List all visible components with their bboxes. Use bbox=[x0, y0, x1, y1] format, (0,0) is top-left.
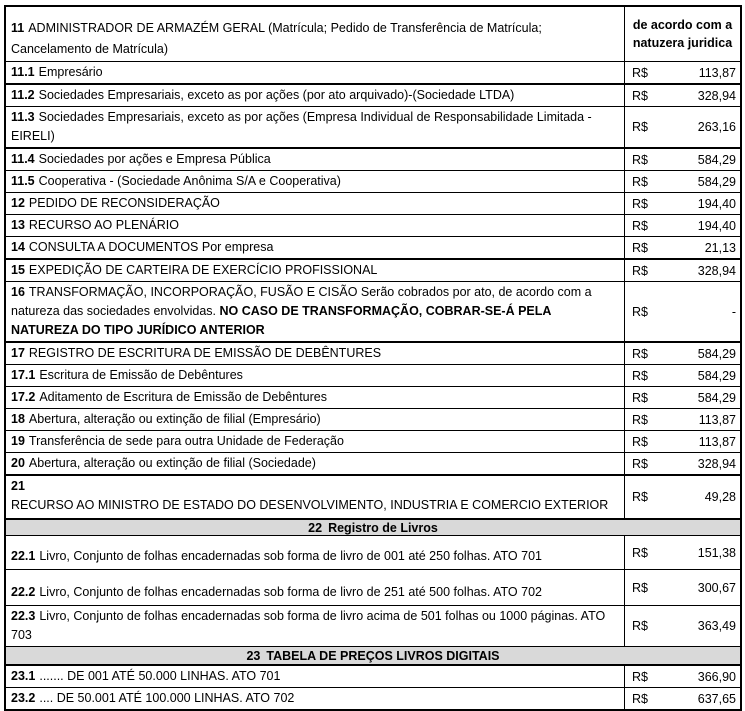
row-text: Livro, Conjunto de folhas encadernadas sob forma de livro acima de 501 folhas ou 1000 páginas. ATO 703 bbox=[11, 609, 606, 642]
table-row-23-1 bbox=[6, 666, 740, 688]
table-row-22-3 bbox=[6, 606, 740, 647]
row-text: .... DE 50.001 ATÉ 100.000 LINHAS. ATO 702 bbox=[39, 691, 295, 705]
currency-symbol: R$ bbox=[632, 88, 648, 103]
currency-symbol: R$ bbox=[632, 580, 648, 595]
row-text: Abertura, alteração ou extinção de filial (Empresário) bbox=[28, 412, 321, 426]
row-description bbox=[6, 606, 624, 646]
table-row-11-2 bbox=[6, 85, 740, 107]
row-text: Aditamento de Escritura de Emissão de Debêntures bbox=[39, 390, 327, 404]
currency-symbol: R$ bbox=[632, 691, 648, 706]
table-row-13 bbox=[6, 215, 740, 237]
currency-symbol: R$ bbox=[632, 368, 648, 383]
price-value: 366,90 bbox=[697, 669, 736, 684]
row-number: 21 bbox=[11, 479, 25, 493]
price-value: 584,29 bbox=[697, 368, 736, 383]
currency-symbol: R$ bbox=[632, 346, 648, 361]
price-value: 263,16 bbox=[697, 120, 736, 134]
row-description bbox=[6, 409, 624, 430]
row-number: 11.4 bbox=[11, 152, 35, 166]
row-number: 15 bbox=[11, 263, 25, 277]
row-text: Sociedades Empresariais, exceto as por ações (por ato arquivado)-(Sociedade LTDA) bbox=[38, 88, 515, 102]
currency-symbol: R$ bbox=[632, 120, 648, 134]
row-number: 13 bbox=[11, 218, 25, 232]
row-text: RECURSO AO PLENÁRIO bbox=[28, 218, 179, 232]
table-row-11-1 bbox=[6, 62, 740, 85]
row-number: 22.2 bbox=[11, 585, 36, 599]
row-description bbox=[6, 171, 624, 192]
currency-symbol: R$ bbox=[632, 619, 648, 633]
row-number: 18 bbox=[11, 412, 25, 426]
price-cell bbox=[624, 688, 740, 709]
price-value: 300,67 bbox=[697, 580, 736, 595]
table-row-17-1 bbox=[6, 365, 740, 387]
price-value: 584,29 bbox=[697, 346, 736, 361]
price-value: 113,87 bbox=[698, 434, 736, 449]
row-description bbox=[6, 237, 624, 258]
price-note: de acordo com a natuzera juridica bbox=[632, 18, 733, 50]
price-cell bbox=[624, 260, 740, 281]
table-row-15 bbox=[6, 260, 740, 282]
table-row-18 bbox=[6, 409, 740, 431]
row-description bbox=[6, 7, 624, 61]
row-number: 11 bbox=[11, 21, 25, 35]
table-row-14 bbox=[6, 237, 740, 260]
section-title bbox=[6, 521, 740, 535]
row-text: RECURSO AO MINISTRO DE ESTADO DO DESENVOLVIMENTO, INDUSTRIA E COMERCIO EXTERIOR bbox=[11, 498, 609, 512]
row-text: Abertura, alteração ou extinção de filial (Sociedade) bbox=[28, 456, 316, 470]
row-number: 22.1 bbox=[11, 549, 36, 563]
table-row-12 bbox=[6, 193, 740, 215]
table-row-19 bbox=[6, 431, 740, 453]
price-value: 363,49 bbox=[697, 619, 736, 633]
table-row-23-2 bbox=[6, 688, 740, 711]
row-number: 19 bbox=[11, 434, 25, 448]
row-description bbox=[6, 343, 624, 364]
row-number: 17.1 bbox=[11, 368, 36, 382]
price-cell bbox=[624, 215, 740, 236]
row-description bbox=[6, 107, 624, 147]
price-cell bbox=[624, 536, 740, 569]
row-description bbox=[6, 536, 624, 569]
row-text: Cooperativa - (Sociedade Anônima S/A e Cooperativa) bbox=[38, 174, 341, 188]
table-row-16 bbox=[6, 282, 740, 343]
row-description bbox=[6, 365, 624, 386]
row-text: Escritura de Emissão de Debêntures bbox=[39, 368, 243, 382]
currency-symbol: R$ bbox=[632, 304, 648, 319]
table-row-17 bbox=[6, 343, 740, 365]
price-cell bbox=[624, 387, 740, 408]
price-value: 151,38 bbox=[697, 545, 736, 560]
price-cell bbox=[624, 570, 740, 605]
row-description bbox=[6, 431, 624, 452]
price-cell bbox=[624, 453, 740, 474]
currency-symbol: R$ bbox=[632, 434, 648, 449]
price-value: 637,65 bbox=[697, 691, 736, 706]
currency-symbol: R$ bbox=[632, 152, 648, 167]
currency-symbol: R$ bbox=[632, 412, 648, 427]
row-text-bold: NO CASO DE TRANSFORMAÇÃO, COBRAR-SE-Á PELA NATUREZA DO TIPO JURÍDICO ANTERIOR bbox=[11, 304, 551, 337]
row-description bbox=[6, 149, 624, 170]
row-number: 23.2 bbox=[11, 691, 36, 705]
row-number: 17.2 bbox=[11, 390, 36, 404]
currency-symbol: R$ bbox=[632, 263, 648, 278]
row-text: Empresário bbox=[38, 65, 103, 79]
row-number: 22.3 bbox=[11, 609, 36, 623]
price-cell bbox=[624, 365, 740, 386]
price-value: 49,28 bbox=[704, 490, 736, 504]
row-number: 14 bbox=[11, 240, 25, 254]
section-number: 23 bbox=[246, 648, 261, 663]
row-text: Livro, Conjunto de folhas encadernadas sob forma de livro de 251 até 500 folhas. ATO 702 bbox=[39, 585, 542, 599]
currency-symbol: R$ bbox=[632, 545, 648, 560]
row-number: 11.2 bbox=[11, 88, 35, 102]
row-number: 11.5 bbox=[11, 174, 35, 188]
table-row-11-5 bbox=[6, 171, 740, 193]
row-text: EXPEDIÇÃO DE CARTEIRA DE EXERCÍCIO PROFISSIONAL bbox=[28, 263, 378, 277]
currency-symbol: R$ bbox=[632, 65, 648, 80]
section-title bbox=[6, 649, 740, 663]
price-cell bbox=[624, 171, 740, 192]
price-value: 584,29 bbox=[697, 174, 736, 189]
row-text: ADMINISTRADOR DE ARMAZÉM GERAL (Matrícula; Pedido de Transferência de Matrícula; Cancelamento de Matrícula) bbox=[11, 21, 542, 56]
currency-symbol: R$ bbox=[632, 490, 648, 504]
row-number: 11.1 bbox=[11, 65, 35, 79]
row-text: TRANSFORMAÇÃO, INCORPORAÇÃO, FUSÃO E CISÃO Serão cobrados por ato, de acordo com a natureza das sociedades envolvidas. bbox=[11, 285, 592, 318]
price-value: - bbox=[731, 304, 736, 319]
price-cell bbox=[624, 343, 740, 364]
row-number: 23.1 bbox=[11, 669, 36, 683]
row-number: 20 bbox=[11, 456, 25, 470]
currency-symbol: R$ bbox=[632, 669, 648, 684]
row-description bbox=[6, 260, 624, 281]
row-number: 11.3 bbox=[11, 110, 35, 124]
row-description bbox=[6, 688, 624, 709]
price-value: 113,87 bbox=[698, 65, 736, 80]
row-description bbox=[6, 282, 624, 341]
price-cell bbox=[624, 149, 740, 170]
currency-symbol: R$ bbox=[632, 196, 648, 211]
table-row-11-3 bbox=[6, 107, 740, 149]
row-text: Sociedades Empresariais, exceto as por ações (Empresa Individual de Responsabilidade Limitada - EIRELI) bbox=[11, 110, 592, 143]
price-cell bbox=[624, 107, 740, 147]
price-value: 584,29 bbox=[697, 152, 736, 167]
fee-table bbox=[4, 5, 742, 711]
price-cell bbox=[624, 85, 740, 106]
table-row-22-1 bbox=[6, 536, 740, 570]
section-number: 22 bbox=[308, 520, 323, 535]
price-cell bbox=[624, 282, 740, 341]
price-value: 584,29 bbox=[697, 390, 736, 405]
row-description bbox=[6, 476, 624, 518]
row-text: Transferência de sede para outra Unidade de Federação bbox=[28, 434, 344, 448]
price-value: 194,40 bbox=[697, 218, 736, 233]
price-cell bbox=[624, 606, 740, 646]
row-number: 17 bbox=[11, 346, 25, 360]
price-value: 328,94 bbox=[697, 456, 736, 471]
row-description bbox=[6, 62, 624, 83]
section-title-text: Registro de Livros bbox=[328, 520, 438, 535]
section-header-23 bbox=[6, 647, 740, 666]
row-description bbox=[6, 570, 624, 605]
row-text: ....... DE 001 ATÉ 50.000 LINHAS. ATO 701 bbox=[39, 669, 281, 683]
table-row-11 bbox=[6, 7, 740, 62]
row-text: PEDIDO DE RECONSIDERAÇÃO bbox=[28, 196, 220, 210]
section-title-text: TABELA DE PREÇOS LIVROS DIGITAIS bbox=[266, 648, 500, 663]
price-value: 328,94 bbox=[697, 88, 736, 103]
price-cell bbox=[624, 237, 740, 258]
row-text: Sociedades por ações e Empresa Pública bbox=[38, 152, 271, 166]
row-description bbox=[6, 666, 624, 687]
table-row-21 bbox=[6, 476, 740, 520]
currency-symbol: R$ bbox=[632, 174, 648, 189]
row-number: 12 bbox=[11, 196, 25, 210]
row-description bbox=[6, 387, 624, 408]
table-row-11-4 bbox=[6, 149, 740, 171]
table-row-22-2 bbox=[6, 570, 740, 606]
currency-symbol: R$ bbox=[632, 390, 648, 405]
price-value: 328,94 bbox=[697, 263, 736, 278]
price-note-cell bbox=[624, 7, 740, 61]
row-description bbox=[6, 85, 624, 106]
currency-symbol: R$ bbox=[632, 240, 648, 255]
price-value: 194,40 bbox=[697, 196, 736, 211]
currency-symbol: R$ bbox=[632, 456, 648, 471]
row-description bbox=[6, 193, 624, 214]
row-text: Livro, Conjunto de folhas encadernadas sob forma de livro de 001 até 250 folhas. ATO 701 bbox=[39, 549, 542, 563]
table-row-20 bbox=[6, 453, 740, 476]
row-text: REGISTRO DE ESCRITURA DE EMISSÃO DE DEBÊNTURES bbox=[28, 346, 382, 360]
price-value: 21,13 bbox=[704, 240, 736, 255]
currency-symbol: R$ bbox=[632, 218, 648, 233]
price-cell bbox=[624, 193, 740, 214]
price-cell bbox=[624, 666, 740, 687]
row-number: 16 bbox=[11, 285, 25, 299]
price-cell bbox=[624, 431, 740, 452]
price-cell bbox=[624, 62, 740, 83]
section-header-22 bbox=[6, 520, 740, 536]
row-text: CONSULTA A DOCUMENTOS Por empresa bbox=[28, 240, 274, 254]
price-cell bbox=[624, 476, 740, 518]
price-cell bbox=[624, 409, 740, 430]
price-value: 113,87 bbox=[698, 412, 736, 427]
row-description bbox=[6, 215, 624, 236]
row-description bbox=[6, 453, 624, 474]
table-row-17-2 bbox=[6, 387, 740, 409]
